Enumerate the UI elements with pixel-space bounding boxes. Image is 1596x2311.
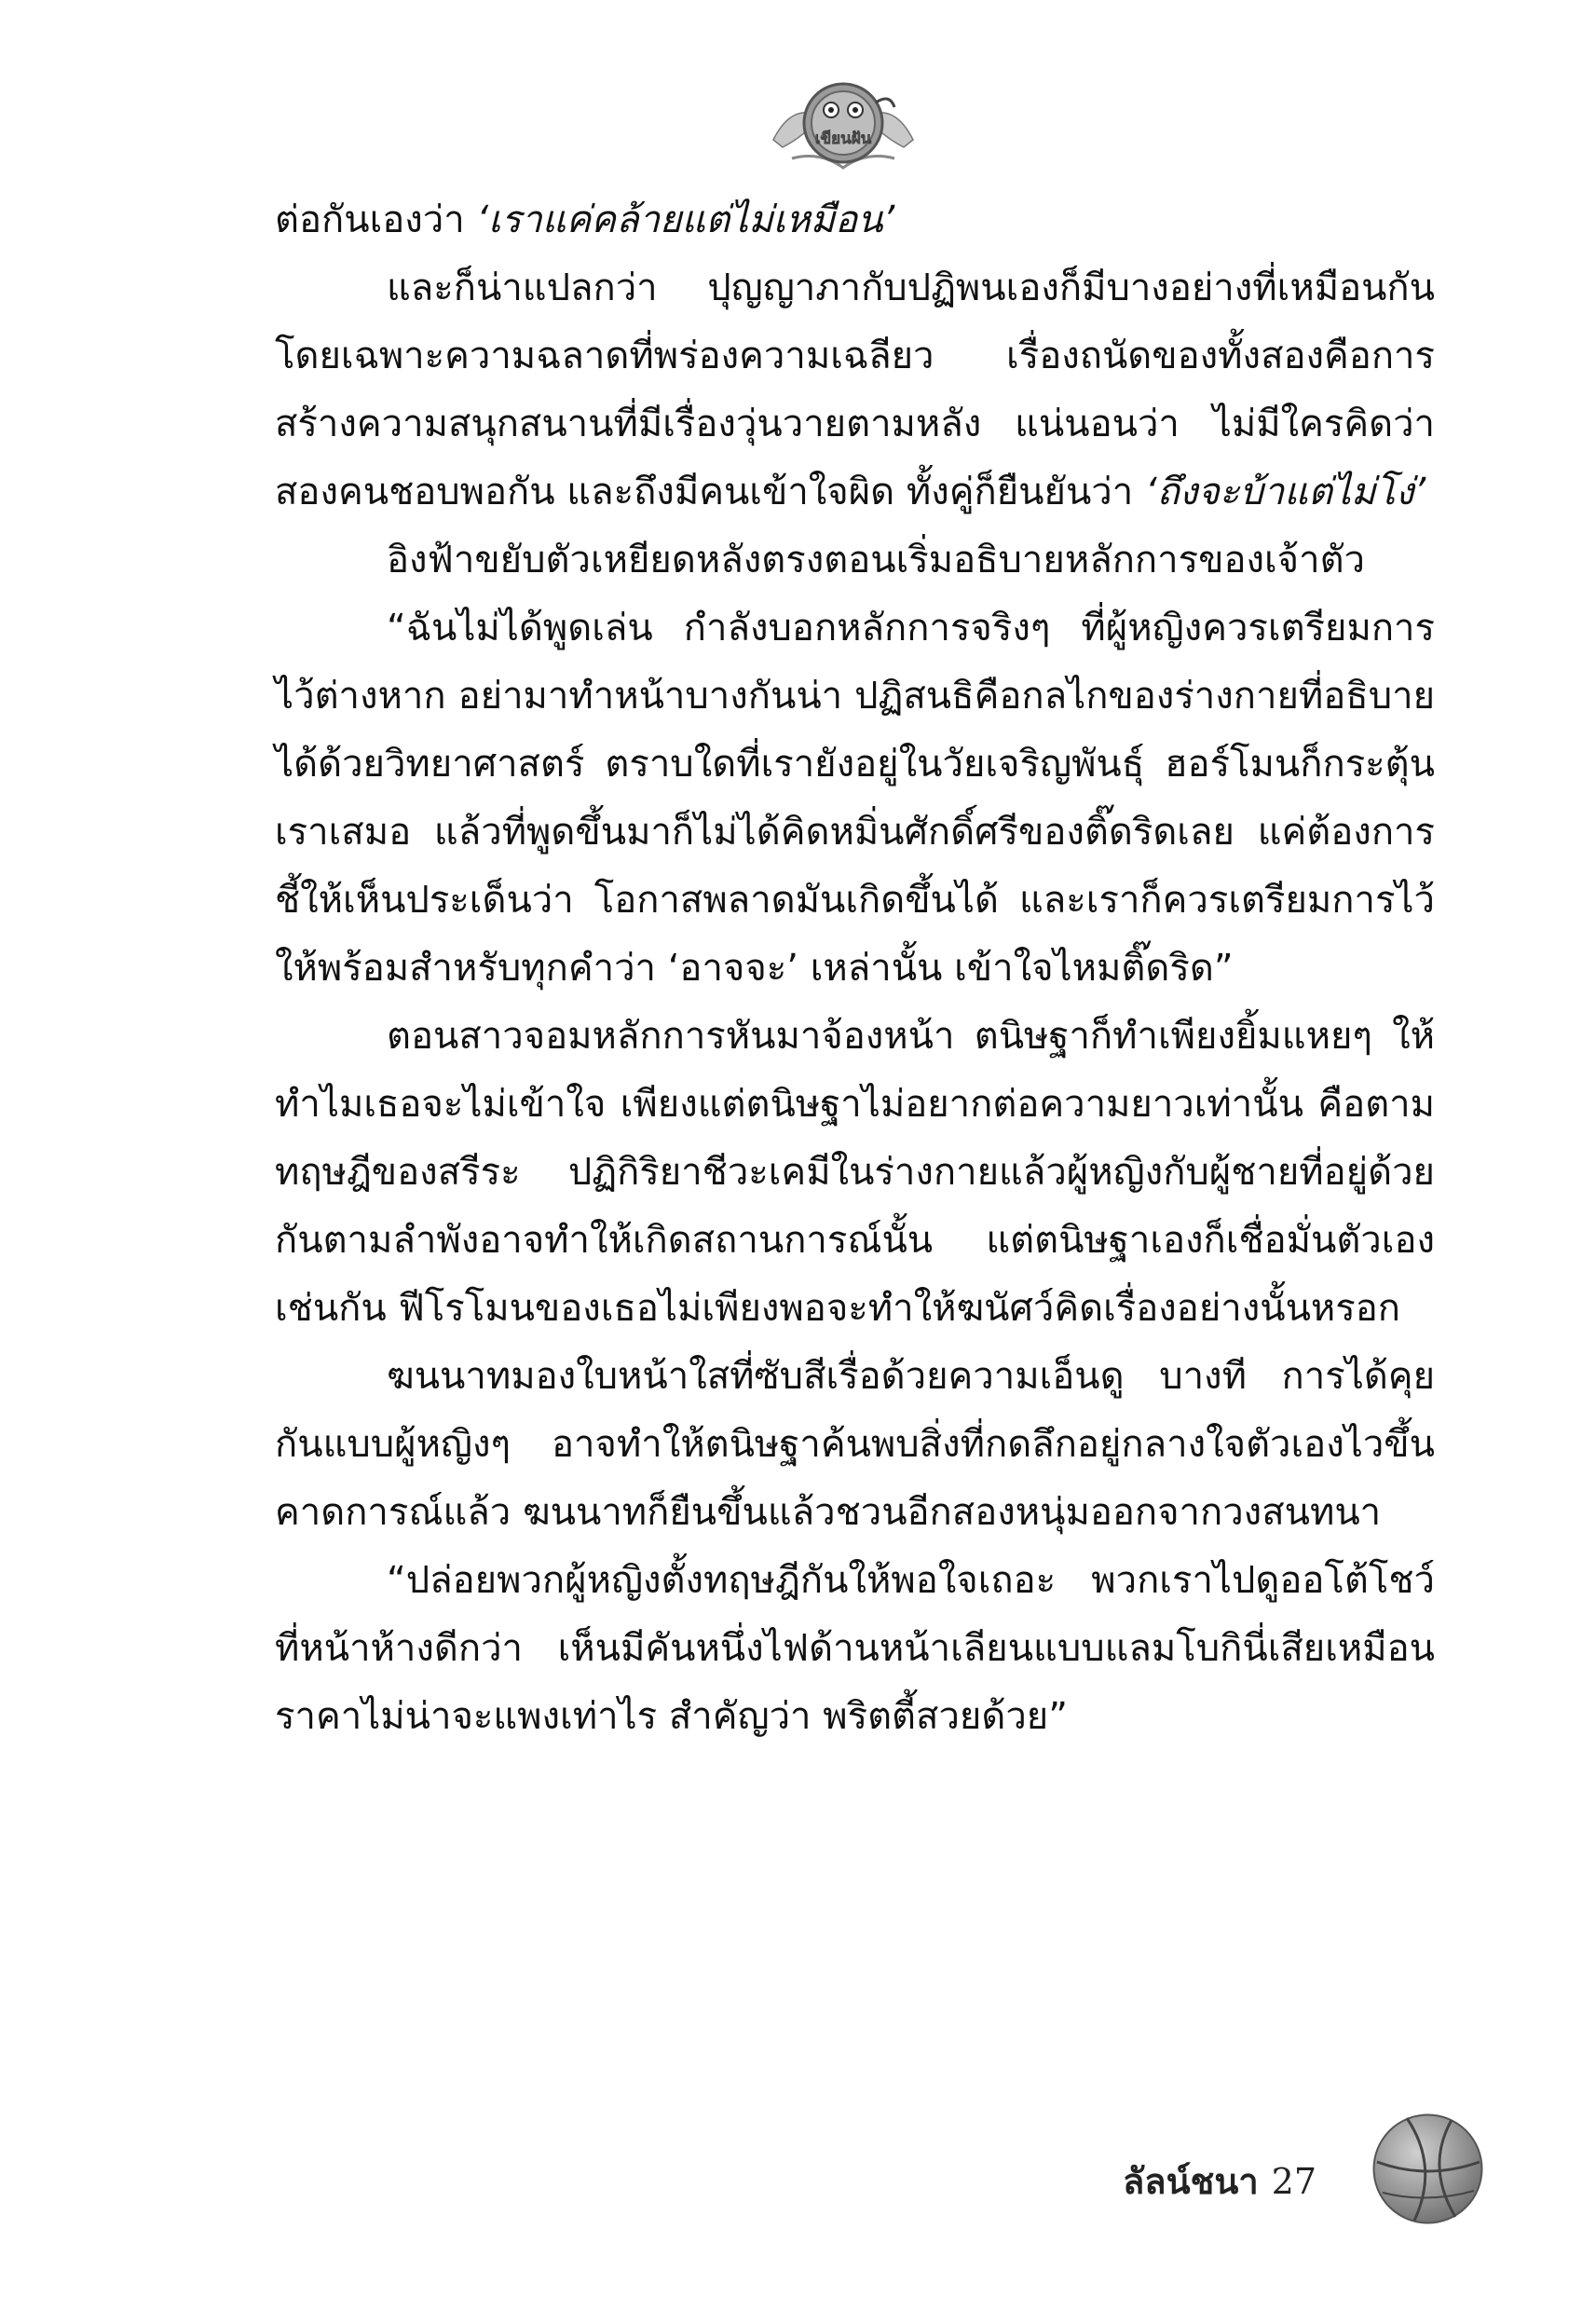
paragraph	[275, 186, 1435, 254]
paragraph-text: ต่อกันเองว่า	[275, 198, 477, 241]
basketball-icon	[1370, 2111, 1486, 2227]
paragraph-text: และก็น่าแปลกว่า ปุญญาภากับปฏิพนเองก็มีบางอย่างที่เหมือนกัน โดยเฉพาะความฉลาดที่พร่องความเฉลียว เรื่องถนัดของทั้งสองคือการสร้างความสนุกสนานที่มีเรื่องวุ่นวายตามหลัง แน่นอนว่า ไม่มีใครคิดว่าสองคนชอบพอกัน และถึงมีคนเข้าใจผิด ทั้งคู่ก็ยืนยันว่า	[275, 267, 1435, 513]
emphasis-text: ‘ถึงจะบ้าแต่ไม่โง่’	[1144, 471, 1426, 513]
paragraph: “ปล่อยพวกผู้หญิงตั้งทฤษฎีกันให้พอใจเถอะ พวกเราไปดูออโต้โชว์ที่หน้าห้างดีกว่า เห็นมีคันหนึ่งไฟด้านหน้าเลียนแบบแลมโบกินี่เสียเหมือน ราคาไม่น่าจะแพงเท่าไร สำคัญว่า พริตตี้สวยด้วย”	[275, 1559, 1435, 1738]
page-number: 27	[1271, 2161, 1317, 2202]
paragraph: ฆนนาทมองใบหน้าใสที่ซับสีเรื่อด้วยความเอ็นดู บางที การได้คุยกันแบบผู้หญิงๆ อาจทำให้ตนิษฐาค้นพบสิ่งที่กดลึกอยู่กลางใจตัวเองไวขึ้น คาดการณ์แล้ว ฆนนาทก็ยืนขึ้นแล้วชวนอีกสองหนุ่มออกจากวงสนทนา	[275, 1355, 1435, 1534]
paragraph: ตอนสาวจอมหลักการหันมาจ้องหน้า ตนิษฐาก็ทำเพียงยิ้มแหยๆ ให้ ทำไมเธอจะไม่เข้าใจ เพียงแต่ตนิษฐาไม่อยากต่อความยาวเท่านั้น คือตามทฤษฎีของสรีระ ปฏิกิริยาชีวะเคมีในร่างกายแล้วผู้หญิงกับผู้ชายที่อยู่ด้วยกันตามลำพังอาจทำให้เกิดสถานการณ์นั้น แต่ตนิษฐาเองก็เชื่อมั่นตัวเองเช่นกัน ฟีโรโมนของเธอไม่เพียงพอจะทำให้ฆนัศว์คิดเรื่องอย่างนั้นหรอก	[275, 1015, 1435, 1330]
footer-label	[1123, 2153, 1316, 2209]
body-text	[275, 186, 1435, 1751]
logo-text: เขียนฝัน	[814, 130, 872, 148]
page-footer	[1109, 2101, 1528, 2232]
paragraph: อิงฟ้าขยับตัวเหยียดหลังตรงตอนเริ่มอธิบายหลักการของเจ้าตัว	[387, 539, 1365, 581]
paragraph	[275, 254, 1435, 526]
header-logo	[764, 65, 922, 186]
book-title: ลัลน์ชนา	[1123, 2161, 1259, 2202]
paragraph: “ฉันไม่ได้พูดเล่น กำลังบอกหลักการจริงๆ ที่ผู้หญิงควรเตรียมการไว้ต่างหาก อย่ามาทำหน้าบางกันน่า ปฏิสนธิคือกลไกของร่างกายที่อธิบายได้ด้วยวิทยาศาสตร์ ตราบใดที่เรายังอยู่ในวัยเจริญพันธุ์ ฮอร์โมนก็กระตุ้นเราเสมอ แล้วที่พูดขึ้นมาก็ไม่ได้คิดหมิ่นศักดิ์ศรีของติ๊ดริดเลย แค่ต้องการชี้ให้เห็นประเด็นว่า โอกาสพลาดมันเกิดขึ้นได้ และเราก็ควรเตรียมการไว้ให้พร้อมสำหรับทุกคำว่า ‘อาจจะ’ เหล่านั้น เข้าใจไหมติ๊ดริด”	[275, 607, 1435, 990]
emphasis-text: ‘เราแค่คล้ายแต่ไม่เหมือน’	[476, 198, 895, 241]
ornamental-crest-icon	[764, 65, 922, 186]
